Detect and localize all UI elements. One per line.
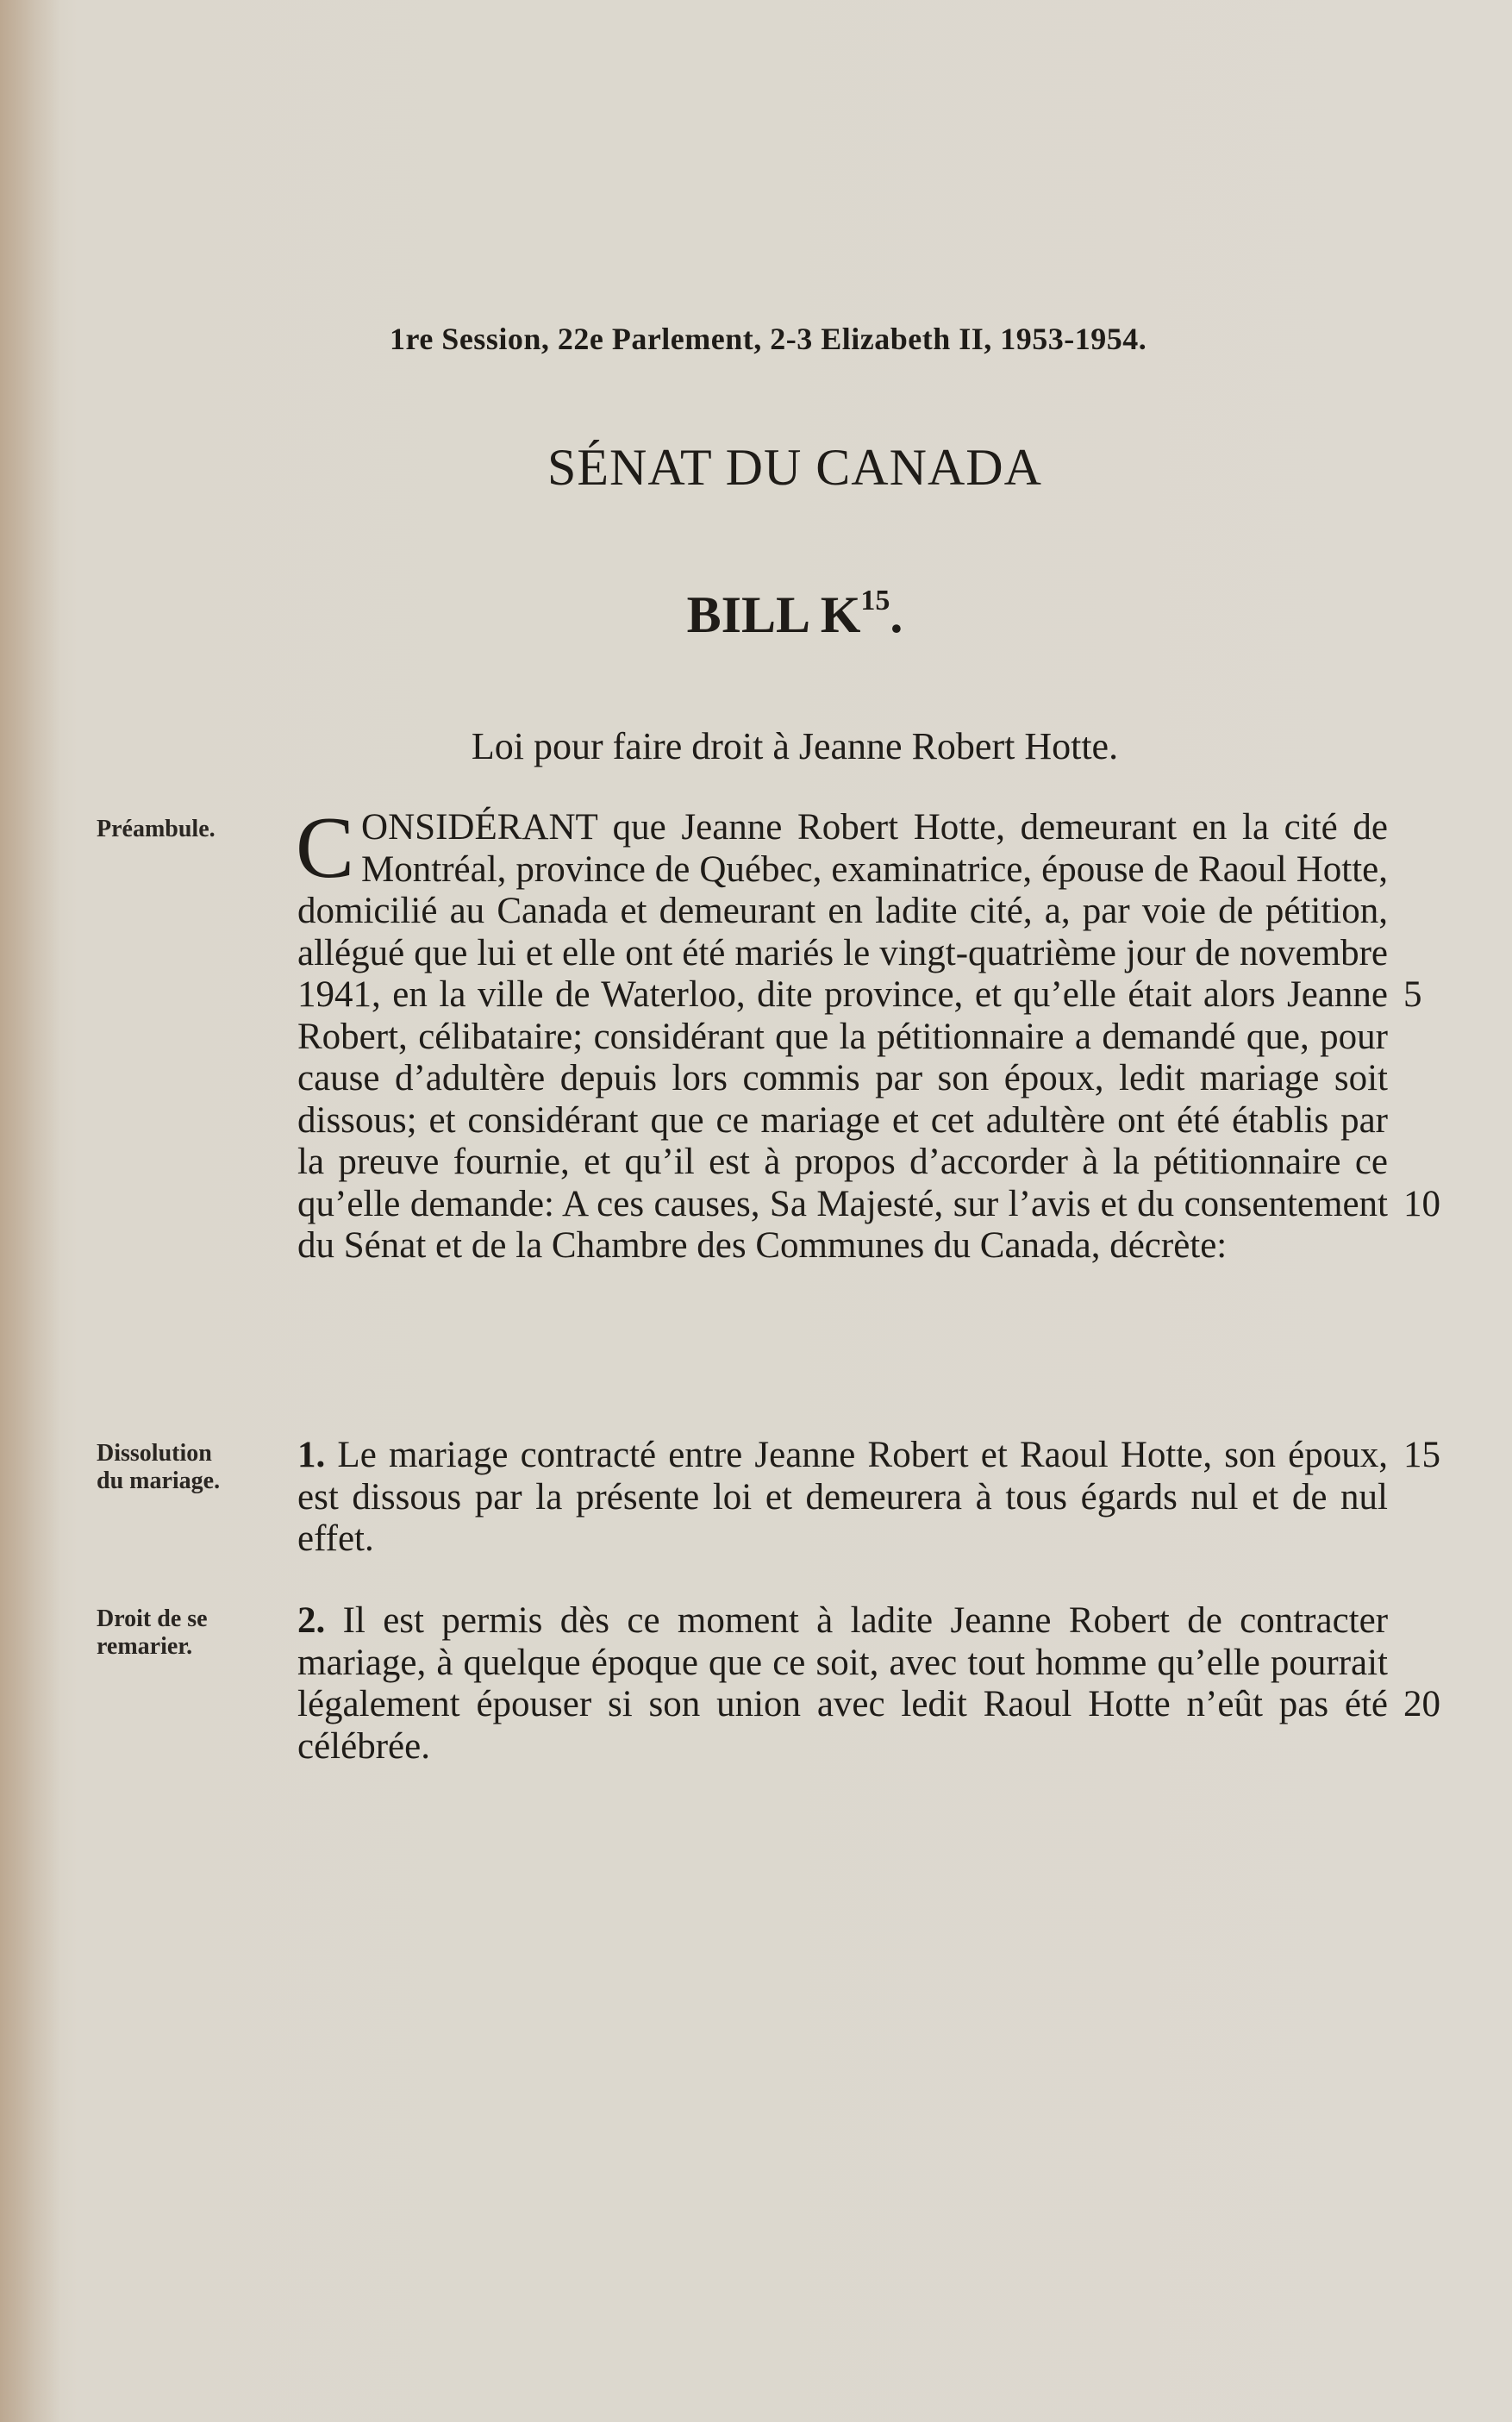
line-number-20: 20 bbox=[1403, 1684, 1440, 1724]
bill-period: . bbox=[890, 586, 903, 643]
session-header: 1re Session, 22e Parlement, 2-3 Elizabeth II, 1953-1954. bbox=[390, 322, 1147, 356]
margin-note-dissolution-line1: Dissolution bbox=[97, 1440, 212, 1467]
margin-note-preamble: Préambule. bbox=[97, 816, 216, 842]
section-2-number: 2. bbox=[297, 1600, 326, 1641]
preamble-dropcap: C bbox=[296, 799, 355, 897]
margin-note-dissolution-line2: du mariage. bbox=[97, 1468, 221, 1494]
section-1-number: 1. bbox=[297, 1435, 326, 1475]
bill-number bbox=[0, 585, 1512, 645]
bill-superscript: 15 bbox=[860, 585, 890, 616]
line-number-15: 15 bbox=[1403, 1435, 1440, 1475]
chamber-title: SÉNAT DU CANADA bbox=[547, 439, 1042, 496]
section-1 bbox=[297, 1435, 1388, 1561]
bill-label: BILL K bbox=[686, 586, 861, 643]
margin-note-remarry bbox=[97, 1605, 269, 1661]
margin-note-dissolution bbox=[97, 1440, 269, 1495]
section-2-text: Il est permis dès ce moment à ladite Jeanne Robert de contracter mariage, à quelque époque que ce soit, avec tout homme qu’elle pourrait légalement épouser si son union avec ledit Raoul Hotte n’eût pas été célébrée. bbox=[297, 1600, 1389, 1767]
section-2 bbox=[297, 1600, 1388, 1768]
preamble-text: ONSIDÉRANT que Jeanne Robert Hotte, demeurant en la cité de Montréal, province de Québec, examinatrice, épouse de Raoul Hotte, domicilié au Canada et demeurant en ladite cité, a, par voie de pétition, allégué que lui et elle ont été mariés le vingt-quatrième jour de novembre 1941, en la ville de Waterloo, dite province, et qu’elle était alors Jeanne Robert, célibataire; considérant que la pétitionnaire a demandé que, pour cause d’adultère depuis lors commis par son époux, ledit mariage soit dissous; et considérant que ce mariage et cet adultère ont été établis par la preuve fournie, et qu’il est à propos d’accorder à la pétitionnaire ce qu’elle demande: A ces causes, Sa Majesté, sur l’avis et du consentement du Sénat et de la Chambre des Communes du Canada, décrète: bbox=[297, 807, 1388, 1266]
margin-note-remarry-line1: Droit de se bbox=[97, 1605, 208, 1632]
section-1-text: Le mariage contracté entre Jeanne Robert et Raoul Hotte, son époux, est dissous par la présente loi et demeurera à tous égards nul et de nul effet. bbox=[297, 1435, 1389, 1559]
line-number-5: 5 bbox=[1403, 974, 1422, 1015]
bill-title: Loi pour faire droit à Jeanne Robert Hotte. bbox=[471, 725, 1119, 767]
line-number-10: 10 bbox=[1403, 1184, 1440, 1224]
preamble-paragraph bbox=[296, 799, 1388, 1267]
margin-note-remarry-line2: remarier. bbox=[97, 1633, 193, 1660]
page-edge-shadow bbox=[0, 0, 60, 2422]
